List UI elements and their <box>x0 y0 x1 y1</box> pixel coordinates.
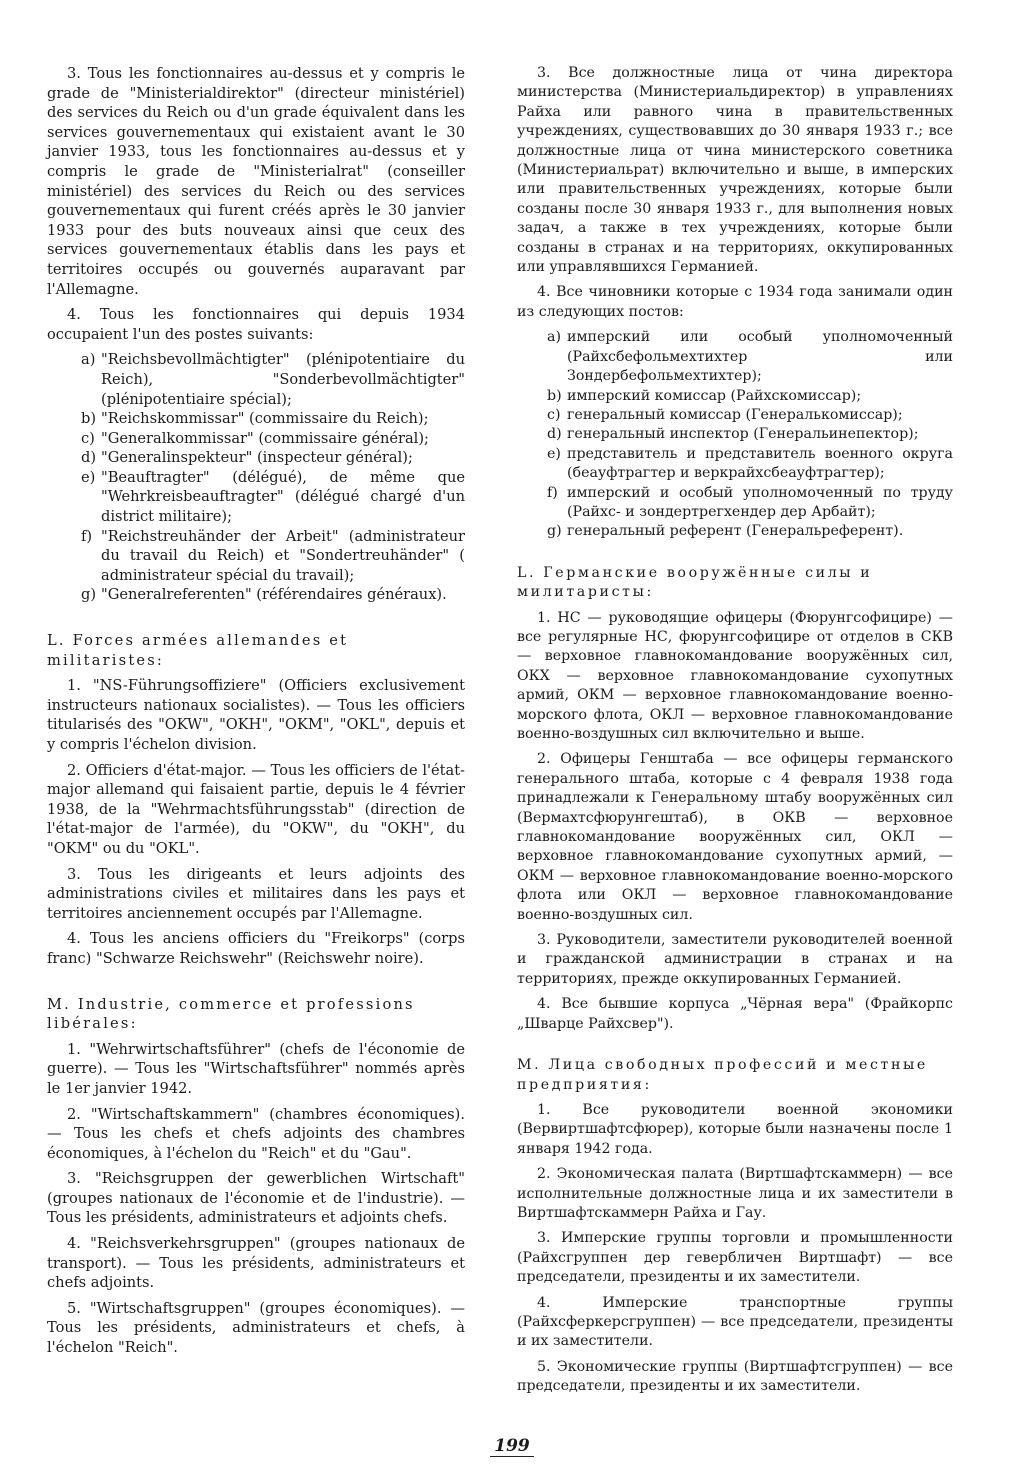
ru-paragraph-l2: 2. Офицеры Генштаба — все офицеры германского генерального штаба, которые с 4 февраля 1938 года принадлежали к Генеральному штабу вооружённых сил (Вермахтсфюрунгештаб), в ОКВ — верховное главнокомандование вооружённых сил, ОКЛ — верховное главнокомандование сухопутных армий, — ОКМ — верховное главнокомандование военно-морского флота или ОКЛ — верховное главнокомандование военно-воздушных сил. <box>517 751 953 923</box>
list-item: f) "Reichstreuhänder der Arbeit" (administrateur du travail du Reich) et "Sondertreuhänder" ( administrateur spécial du travail); <box>81 527 465 584</box>
list-item: b) "Reichskommissar" (commissaire du Reich); <box>81 410 429 428</box>
fr-paragraph-l2: 2. Officiers d'état-major. — Tous les officiers de l'état-major allemand qui faisaient partie, depuis le 4 février 1938, de la "Wehrmachtsführungsstab" (direction de l'état-major de l'armée), du "OKW", du "OKH", du "OKM" ou du "OKL". <box>47 761 465 857</box>
list-item: c) "Generalkommissar" (commissaire général); <box>81 429 429 447</box>
ru-posts-list <box>517 328 953 541</box>
ru-paragraph-m1: 1. Все руководители военной экономики (Вервиртшафтсфюрер), которые были назначены после 1 января 1942 года. <box>517 1101 953 1157</box>
fr-paragraph-4: 4. Tous les fonctionnaires qui depuis 1934 occupaient l'un des postes suivants: <box>47 306 465 343</box>
fr-paragraph-3: 3. Tous les fonctionnaires au-dessus et y compris le grade de "Ministerialdirektor" (directeur ministériel) des services du Reich ou d'un grade équivalent dans les services gouvernementaux qui existaient avant le 30 janvier 1933, tous les fonctionnaires au-dessus et y compris le grade de "Ministerialrat" (conseiller ministériel) des services du Reich ou des services gouvernementaux qui furent créés après le 30 janvier 1933 pour des buts nouveaux ainsi que ceux des services gouvernementaux établis dans les pays et territoires occupés ou gouvernés auparavant par l'Allemagne. <box>47 65 465 298</box>
fr-paragraph-m1: 1. "Wehrwirtschaftsführer" (chefs de l'économie de guerre). — Tous les "Wirtschaftsführer" nommés après le 1er janvier 1942. <box>47 1040 465 1097</box>
list-item: e) "Beauftragter" (délégué), de même que "Wehrkreisbeauftragter" (délégué chargé d'un district militaire); <box>81 468 465 526</box>
fr-paragraph-m4: 4. "Reichsverkehrsgruppen" (groupes nationaux de transport). — Tous les présidents, administrateurs et chefs adjoints. <box>47 1235 465 1292</box>
fr-paragraph-l1: 1. "NS-Führungsoffiziere" (Officiers exclusivement instructeurs nationaux socialistes). — Tous les officiers titularisés des "OKW", "OKH", "OKM", "OKL", depuis et y compris l'échelon division. <box>47 677 465 753</box>
ru-paragraph-l4: 4. Все бывшие корпуса „Чёрная вера" (Фрайкорпс „Шварце Райхсвер"). <box>517 996 953 1032</box>
ru-paragraph-3: 3. Все должностные лица от чина директора министерства (Министериальдиректор) в управлениях Райха или равного чина в правительственных учреждениях, существовавших до 30 января 1933 г.; все должностные лица от чина министерского советника (Министериальрат) включительно и выше, в имперских или правительственных учреждениях, которые были созданы после 30 января 1933 г., для выполнения новых задач, а также в тех учреждениях, которые были созданы в странах и на территориях, оккупированных или управлявшихся Германией. <box>517 65 953 276</box>
fr-paragraph-l4: 4. Tous les anciens officiers du "Freikorps" (corps franc) "Schwarze Reichswehr" (Reichswehr noire). <box>47 930 465 967</box>
list-item: g) генеральный референт (Генеральреферент). <box>547 523 904 540</box>
ru-paragraph-m2: 2. Экономическая палата (Виртшафтскаммерн) — все исполнительные должностные лица и их заместители в Виртшафтскаммерн Райха и Гау. <box>517 1166 953 1221</box>
ru-paragraph-m3: 3. Имперские группы торговли и промышленности (Райхсгруппен дер гевербличен Виртшафт) — все председатели, президенты и их заместители. <box>517 1230 953 1286</box>
list-item: d) генеральный инспектор (Генеральинепектор); <box>547 426 919 443</box>
ru-paragraph-m5: 5. Экономические группы (Виртшафтсгруппен) — все председатели, президенты и их заместители. <box>517 1358 953 1395</box>
ru-paragraph-l3: 3. Руководители, заместители руководителей военной и гражданской администрации в странах и на территориях, прежде оккупированных Германией. <box>517 932 953 987</box>
list-item: a) имперский или особый уполномоченный (Райхсбефольмехтихтер или Зондербефольмехтихтер); <box>547 329 953 385</box>
french-column <box>47 64 465 1364</box>
fr-paragraph-l3: 3. Tous les dirigeants et leurs adjoints des administrations civiles et militaires dans les pays et territoires anciennement occupés par l'Allemagne. <box>47 865 465 922</box>
fr-section-heading-l: L. Forces armées allemandes et militaristes: <box>47 632 349 669</box>
fr-paragraph-m3: 3. "Reichsgruppen der gewerblichen Wirtschaft" (groupes nationaux de l'économie et de l'industrie). — Tous les présidents, administrateurs et adjoints chefs. <box>47 1170 465 1227</box>
ru-paragraph-4: 4. Все чиновники которые с 1934 года занимали один из следующих постов: <box>517 284 953 320</box>
list-item: f) имперский и особый уполномоченный по труду (Райхс- и зондертрегхендер дер Арбайт); <box>547 484 953 520</box>
ru-paragraph-m4: 4. Имперские транспортные группы (Райхсферкерсгруппен) — все председатели, президенты и их заместители. <box>517 1294 953 1350</box>
page-number: 199 <box>0 1436 1024 1456</box>
list-item: c) генеральный комиссар (Генералькомиссар); <box>547 406 903 423</box>
ru-paragraph-l1: 1. НС — руководящие офицеры (Фюрунгсофицире) — все регулярные НС, фюрунгсофицире от отделов в СКВ — верховное главнокомандование вооружённых сил, ОКХ — верховное главнокомандование сухопутных армий, ОКМ — верховное главнокомандование военно-морского флота, ОКЛ — верховное главнокомандование военно-воздушных сил включительно и выше. <box>517 609 953 742</box>
ru-section-heading-l: L. Германские вооружённые силы и милитаристы: <box>517 564 873 601</box>
fr-posts-list <box>47 350 465 605</box>
list-item: g) "Generalreferenten" (référendaires généraux). <box>81 586 447 604</box>
fr-section-heading-m: M. Industrie, commerce et professions libérales: <box>47 995 415 1033</box>
fr-paragraph-m5: 5. "Wirtschaftsgruppen" (groupes économiques). — Tous les présidents, administrateurs et chefs, à l'échelon "Reich". <box>47 1299 465 1357</box>
ru-section-heading-m: M. Лица свободных профессий и местные предприятия: <box>517 1057 928 1093</box>
list-item: e) представитель и представитель военного округа (беауфтрагтер и веркрайхсбеауфтрагтер); <box>547 445 953 482</box>
russian-column <box>517 64 953 1403</box>
fr-paragraph-m2: 2. "Wirtschaftskammern" (chambres économiques). — Tous les chefs et chefs adjoints des chambres économiques, à l'échelon du "Reich" et du "Gau". <box>47 1105 465 1162</box>
list-item: a) "Reichsbevollmächtigter" (plénipotentiaire du Reich), "Sonderbevollmächtigter" (plénipotentiaire spécial); <box>81 351 465 408</box>
list-item: d) "Generalinspekteur" (inspecteur général); <box>81 449 413 467</box>
list-item: b) имперский комиссар (Райхскомиссар); <box>547 387 862 404</box>
